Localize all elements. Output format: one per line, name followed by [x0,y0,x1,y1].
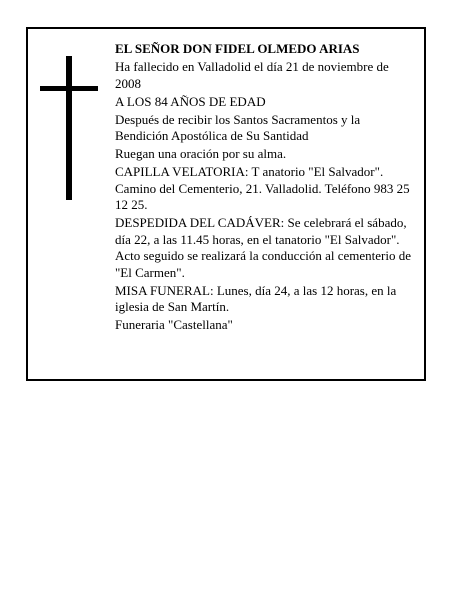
age-line: A LOS 84 AÑOS DE EDAD [115,93,266,109]
deceased-name: EL SEÑOR DON FIDEL OLMEDO ARIAS [115,41,360,56]
prayer-request-line: Ruegan una oración por su alma. [115,146,287,161]
funeral-home-line: Funeraria "Castellana" [115,317,233,332]
cross-horizontal-bar [40,86,98,91]
cross-vertical-bar [66,56,72,200]
cross-icon [40,56,98,200]
obituary-notice [26,27,426,381]
sacraments-line: Después de recibir los Santos Sacramentos y la Bendición Apostólica de Su Santidad [115,111,361,143]
notice-text [115,41,411,335]
farewell-info-line: DESPEDIDA DEL CADÁVER: Se celebrará el sábado, día 22, a las 11.45 horas, en el tanatorio "El Salvador". Acto seguido se realizará la conducción al cementerio de "El Carmen". [115,215,411,280]
chapel-info-line: CAPILLA VELATORIA: T anatorio "El Salvador". Camino del Cementerio, 21. Valladolid. Teléfono 983 25 12 25. [115,164,410,212]
death-date-line: Ha fallecido en Valladolid el día 21 de noviembre de 2008 [115,59,389,91]
funeral-mass-line: MISA FUNERAL: Lunes, día 24, a las 12 horas, en la iglesia de San Martín. [115,282,397,314]
